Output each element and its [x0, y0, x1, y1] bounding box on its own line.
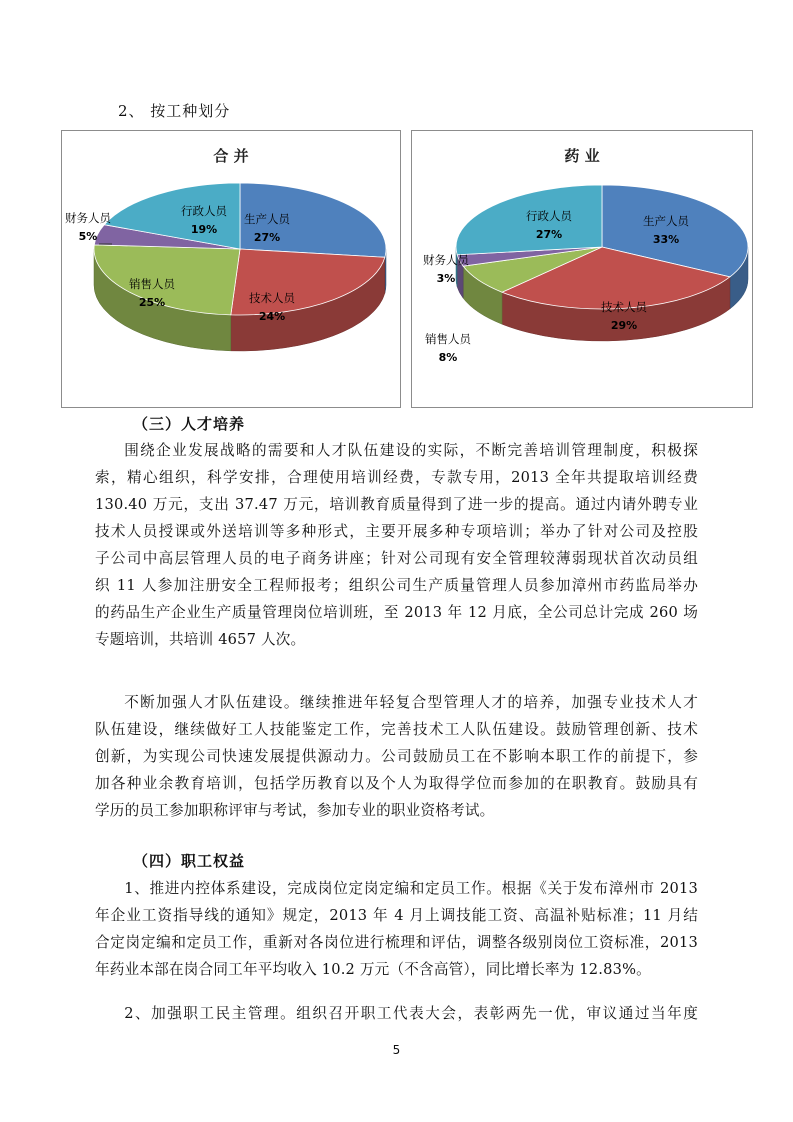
section-3-paragraph-2 [95, 689, 698, 824]
text-line: 加各种业余教育培训，包括学历教育以及个人为取得学位而参加的在职教育。鼓励具有 [95, 775, 698, 792]
pie-tops [456, 185, 748, 309]
text-line: 学历的员工参加职称评审与考试，参加专业的职业资格考试。 [95, 802, 495, 819]
text-line: 合定岗定编和定员工作，重新对各岗位进行梳理和评估，调整各级别岗位工资标准，2013 [95, 934, 698, 951]
pie-label-category: 财务人员 [65, 211, 111, 225]
pie-label-value: 29% [610, 319, 638, 332]
pie-label-category: 行政人员 [181, 204, 227, 218]
pie-label-category: 销售人员 [129, 277, 175, 291]
text-line: 创新，为实现公司快速发展提供源动力。公司鼓励员工在不影响本职工作的前提下，参 [95, 748, 698, 765]
chart-pharma [411, 130, 753, 408]
pie-label-value: 27% [253, 231, 281, 244]
section-3-title: （三）人才培养 [133, 415, 246, 433]
pie-label-value: 25% [138, 296, 166, 309]
text-line: 织 11 人参加注册安全工程师报考；组织公司生产质量管理人员参加漳州市药监局举办 [95, 577, 698, 594]
section-4-title: （四）职工权益 [133, 852, 246, 870]
pie-chart-combined-svg [62, 131, 400, 407]
pie-label-value: 19% [190, 223, 218, 236]
chart-title: 合 并 [213, 147, 249, 165]
pie-label-category: 行政人员 [526, 209, 572, 223]
text-line: 索，精心组织，科学安排，合理使用培训经费，专款专用，2013 全年共提取培训经费 [95, 469, 698, 486]
text-line: 2、加强职工民主管理。组织召开职工代表大会，表彰两先一优，审议通过当年度 [124, 1005, 698, 1022]
text-line: 专题培训，共培训 4657 人次。 [95, 631, 306, 648]
text-line: 队伍建设，继续做好工人技能鉴定工作，完善技术工人队伍建设。鼓励管理创新、技术 [95, 721, 698, 738]
text-line: 不断加强人才队伍建设。继续推进年轻复合型管理人才的培养，加强专业技术人才 [124, 694, 698, 711]
text-line: 子公司中高层管理人员的电子商务讲座；针对公司现有安全管理较薄弱现状首次动员组 [95, 550, 698, 567]
text-line: 年企业工资指导线的通知》规定，2013 年 4 月上调技能工资、高温补贴标准；11 月结 [95, 907, 698, 924]
section-heading: 2、 按工种划分 [118, 102, 231, 120]
page-number: 5 [392, 1043, 401, 1057]
pie-label-category: 财务人员 [423, 253, 469, 267]
section-3-paragraph-1 [95, 437, 698, 653]
pie-label-value: 33% [652, 233, 680, 246]
section-4-paragraph-2 [95, 1000, 698, 1027]
text-line: 技术人员授课或外送培训等多种形式，主要开展多种专项培训；举办了针对公司及控股 [95, 523, 698, 540]
section-4-paragraph-1 [95, 875, 698, 983]
text-line: 年药业本部在岗合同工年平均收入 10.2 万元（不含高管），同比增长率为 12.83%。 [95, 961, 651, 978]
pie-label-category: 生产人员 [643, 214, 689, 228]
pie-label-value: 3% [436, 272, 456, 285]
pie-label-value: 8% [438, 351, 458, 364]
pie-label-value: 5% [78, 230, 98, 243]
pie-label-category: 技术人员 [249, 291, 295, 305]
chart-combined [61, 130, 401, 408]
pie-label-value: 27% [535, 228, 563, 241]
chart-title: 药 业 [564, 147, 600, 165]
pie-label-value: 24% [258, 310, 286, 323]
text-line: 围绕企业发展战略的需要和人才队伍建设的实际，不断完善培训管理制度，积极探 [124, 442, 698, 459]
pie-tops [94, 183, 386, 315]
pie-label-category: 生产人员 [244, 212, 290, 226]
text-line: 130.40 万元，支出 37.47 万元，培训教育质量得到了进一步的提高。通过内请外聘专业 [95, 496, 698, 513]
pie-label-category: 技术人员 [601, 300, 647, 314]
text-line: 的药品生产企业生产质量管理岗位培训班，至 2013 年 12 月底，全公司总计完成 260 场 [95, 604, 698, 621]
pie-label-category: 销售人员 [425, 332, 471, 346]
pie-chart-pharma-svg [412, 131, 752, 407]
text-line: 1、推进内控体系建设，完成岗位定岗定编和定员工作。根据《关于发布漳州市 2013 [124, 880, 698, 897]
